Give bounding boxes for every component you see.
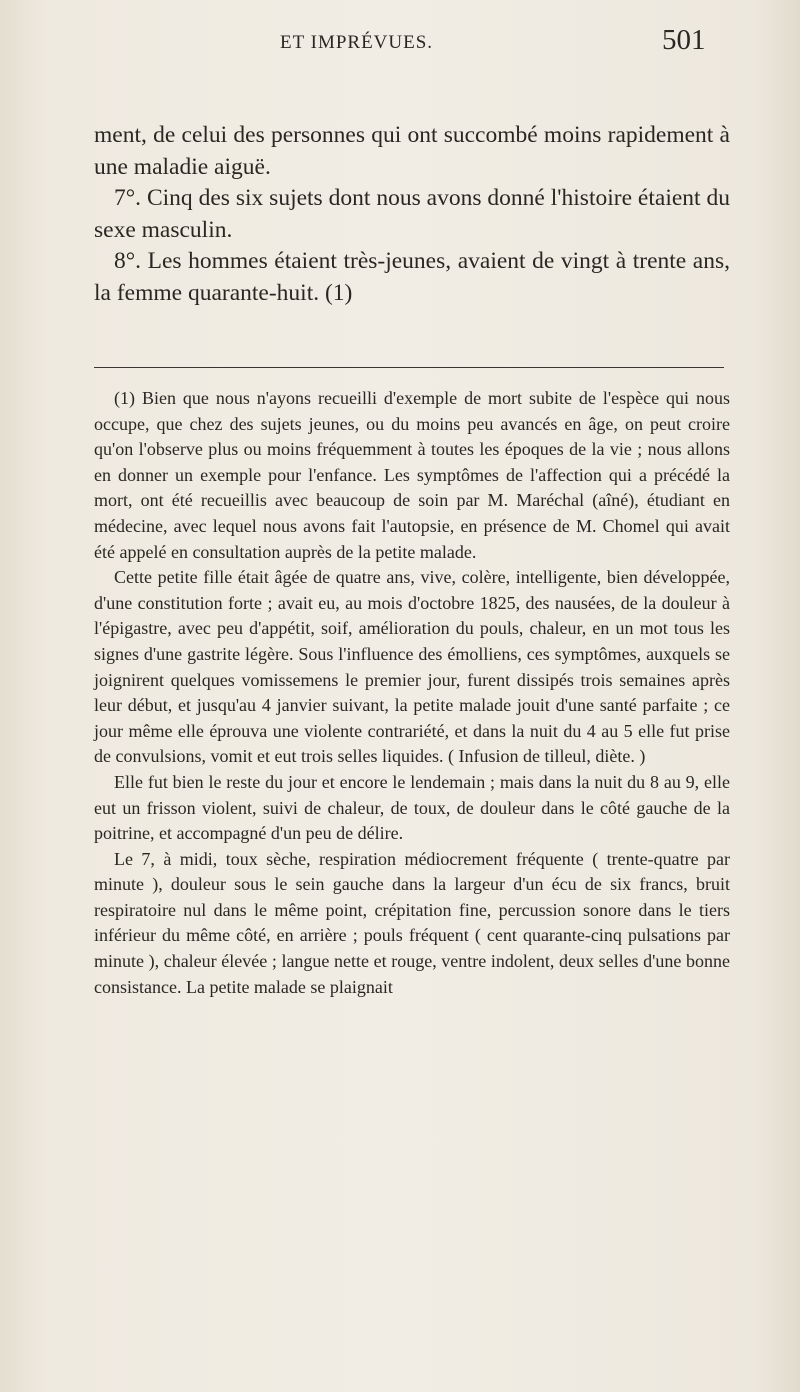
- footnote-divider: [94, 367, 724, 368]
- footnote-paragraph: Cette petite fille était âgée de quatre ans, vive, colère, intelligente, bien développée, d'une constitution forte ; avait eu, au mois d'octobre 1825, des nausées, de la douleur à l'épigastre, avec peu d'appétit, soif, amélioration du pouls, chaleur, en un mot tous les signes d'une gastrite légère. Sous l'influence des émolliens, ces symptômes, auxquels se joignirent quelques vomissemens le premier jour, furent dissipés trois semaines après leur début, et jusqu'au 4 janvier suivant, la petite malade jouit d'une santé parfaite ; ce jour même elle éprouva une violente contrariété, et dans la nuit du 4 au 5 elle fut prise de convulsions, vomit et eut trois selles liquides. ( Infusion de tilleul, diète. ): [94, 567, 730, 767]
- footnotes: [94, 386, 730, 1000]
- page-number: 501: [662, 24, 706, 56]
- footnote-paragraph: (1) Bien que nous n'ayons recueilli d'exemple de mort subite de l'espèce qui nous occupe, que chez des sujets jeunes, ou du moins peu avancés en âge, on peut croire qu'on l'observe plus ou moins fréquemment à toutes les époques de la vie ; nous allons en donner un exemple pour l'enfance. Les symptômes de l'affection qui a précédé la mort, ont été recueillis avec beaucoup de soin par M. Maréchal (aîné), étudiant en médecine, avec lequel nous avons fait l'autopsie, en présence de M. Chomel qui avait été appelé en consultation auprès de la petite malade.: [94, 388, 730, 562]
- body-paragraph: 7°. Cinq des six sujets dont nous avons donné l'histoire étaient du sexe masculin.: [94, 185, 730, 243]
- footnote-paragraph: Le 7, à midi, toux sèche, respiration médiocrement fréquente ( trente-quatre par minute ), douleur sous le sein gauche dans la largeur d'un écu de six francs, bruit respiratoire nul dans le même point, crépitation fine, percussion sonore dans le tiers inférieur du même côté, en arrière ; pouls fréquent ( cent quarante-cinq pulsations par minute ), chaleur élevée ; langue nette et rouge, ventre indolent, deux selles d'une bonne consistance. La petite malade se plaignait: [94, 848, 730, 997]
- footnote-paragraph: Elle fut bien le reste du jour et encore le lendemain ; mais dans la nuit du 8 au 9, elle eut un frisson violent, suivi de chaleur, de toux, de douleur dans le côté gauche de la poitrine, et accompagné d'un peu de délire.: [94, 771, 730, 844]
- body-paragraph: ment, de celui des personnes qui ont succombé moins rapidement à une maladie aiguë.: [94, 122, 730, 180]
- main-text: [94, 120, 730, 309]
- running-title: ET IMPRÉVUES.: [280, 32, 434, 53]
- running-head: [0, 24, 800, 64]
- body-paragraph: 8°. Les hommes étaient très-jeunes, avaient de vingt à trente ans, la femme quarante-huit. (1): [94, 248, 730, 306]
